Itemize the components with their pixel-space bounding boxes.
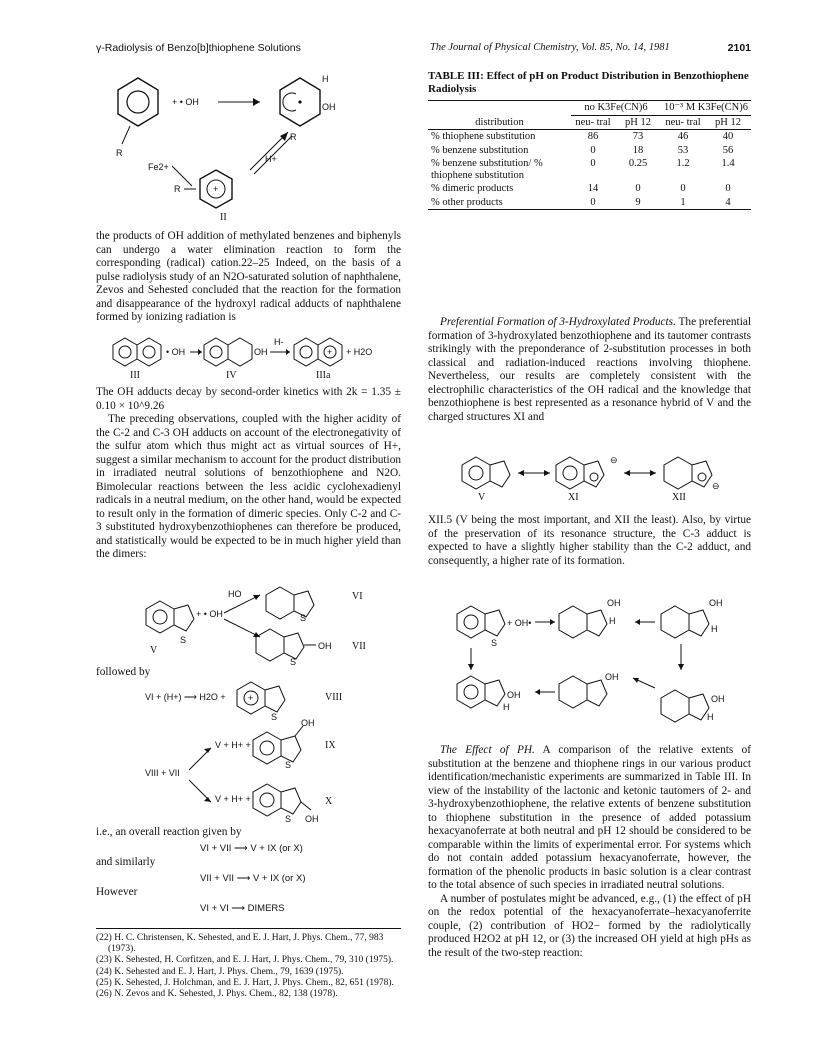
scheme-5-bottom-eq: V + H+ + bbox=[215, 794, 251, 804]
table-row: % benzene substitution/ % thiophene substitution 0 0.25 1.2 1.4 bbox=[431, 158, 735, 181]
sulfur-label-7a: S bbox=[491, 638, 498, 648]
scheme-4-water-elimination bbox=[145, 680, 375, 720]
table-iii bbox=[428, 70, 751, 210]
footnote-references bbox=[96, 928, 401, 1000]
oh-reagent-7: + OH• bbox=[507, 618, 532, 628]
ho-label: HO bbox=[228, 589, 242, 599]
fe-label: Fe2+ bbox=[148, 162, 169, 172]
oh-group-2: OH bbox=[254, 347, 268, 357]
h-label: H bbox=[322, 74, 329, 84]
sulfur-label-5b: S bbox=[285, 814, 292, 824]
right-paragraph-2: XII.5 (V being the most important, and XII the least). Also, by virtue of the preservation of its resonance structure, the C-3 adduct is expected to have a slightly higher stability than the C-2 adduct, and consequently, a higher rate of its formation. bbox=[428, 514, 751, 567]
scheme-2-naphthalene bbox=[110, 336, 400, 376]
h2o-label: + H2O bbox=[346, 347, 373, 357]
sulfur-label-5a: S bbox=[285, 760, 292, 770]
scheme-7-mechanism bbox=[455, 598, 755, 738]
oh-reagent-2: • OH bbox=[166, 347, 186, 357]
label-vii: VII bbox=[352, 641, 366, 652]
plus-sign-4: + bbox=[248, 693, 254, 703]
h-label-7a: H bbox=[609, 616, 616, 626]
oh-label-7c: OH bbox=[507, 690, 521, 700]
oh-label-7d: OH bbox=[605, 672, 619, 682]
label-x: X bbox=[325, 796, 333, 807]
label-v-2: V bbox=[478, 492, 486, 503]
scheme-5-top-eq: V + H+ + bbox=[215, 740, 251, 750]
equation-2: VII + VII ⟶ V + IX (or X) bbox=[200, 873, 306, 884]
reference-24: (24) K. Sehested and E. J. Hart, J. Phys. Chem., 79, 1639 (1975). bbox=[96, 966, 344, 977]
r-group-label-2: R bbox=[290, 132, 297, 142]
similarly-text: and similarly bbox=[96, 856, 156, 868]
sulfur-label-3: S bbox=[290, 657, 297, 667]
label-ii: II bbox=[220, 212, 227, 223]
sulfur-label-2: S bbox=[300, 613, 307, 623]
scheme-5-products bbox=[145, 718, 375, 828]
section-heading-ph: The Effect of PH. bbox=[440, 744, 535, 756]
h-label-7b: H bbox=[711, 624, 718, 634]
table-row: % thiophene substitution 86 73 46 40 bbox=[428, 130, 751, 144]
equation-3: VI + VI ⟶ DIMERS bbox=[200, 903, 285, 914]
oh-label-3: OH bbox=[318, 641, 332, 651]
followed-by-text: followed by bbox=[96, 666, 151, 678]
h-minus-label: H- bbox=[274, 337, 284, 347]
oh-reagent-3: + • OH bbox=[196, 609, 223, 619]
reference-22: (22) H. C. Christensen, K. Sehested, and E. J. Hart, J. Phys. Chem., 77, 983 (1973). bbox=[96, 933, 384, 955]
scheme-3-benzothiophene-oh bbox=[140, 585, 430, 665]
journal-citation: The Journal of Physical Chemistry, Vol. 85, No. 14, 1981 bbox=[430, 42, 670, 53]
equation-1: VI + VII ⟶ V + IX (or X) bbox=[200, 843, 303, 854]
table-title: TABLE III: Effect of pH on Product Distribution in Benzothiophene Radiolysis bbox=[428, 70, 749, 95]
reference-26: (26) N. Zevos and K. Sehested, J. Phys. Chem., 82, 138 (1978). bbox=[96, 989, 338, 1000]
header-group-no-ferricyanide: no K3Fe(CN)6 bbox=[571, 101, 661, 116]
oh-label-7b: OH bbox=[709, 598, 723, 608]
oh-reagent-label: + • OH bbox=[172, 97, 199, 107]
scheme-5-reactants: VIII + VII bbox=[145, 768, 180, 778]
running-header-left: γ-Radiolysis of Benzo[b]thiophene Solutions bbox=[96, 42, 301, 54]
h-plus-label: H+ bbox=[265, 154, 277, 164]
plus-sign-2: + bbox=[327, 347, 333, 357]
label-xi: XI bbox=[568, 492, 579, 503]
r-group-label-1: R bbox=[116, 148, 123, 158]
left-paragraph-2-3: The OH adducts decay by second-order kinetics with 2k = 1.35 ± 0.10 × 10^9.26 The preceding observations, coupled with the higher acidity of the C-2 and C-3 OH adducts on account of the electronegativity of the sulfur atom which thus might act as virtual sources of H+, suggest a similar mechanism to account for the product distribution in irradiated neutral solutions of benzothiophene and N2O. Bimolecular reactions between the less acidic cyclohexadienyl radicals in a neutral medium, on the other hand, would be expected to result only in the formation of dimeric species. Only C-2 and C-3 substituted hydroxybenzothiophenes can therefore be produced, and statistically would be expected to be in much higher yield than the dimers: bbox=[96, 386, 401, 560]
h-label-7e: H bbox=[707, 712, 714, 722]
sulfur-label-1: S bbox=[180, 635, 187, 645]
product-distribution-table bbox=[428, 100, 751, 210]
reference-23: (23) K. Sehested, H. Corfitzen, and E. J. Hart, J. Phys. Chem., 79, 310 (1975). bbox=[96, 955, 394, 966]
header-distribution: distribution bbox=[475, 116, 524, 128]
minus-sign-1: ⊖ bbox=[610, 455, 618, 465]
h-label-7c: H bbox=[503, 702, 510, 712]
right-paragraph-1: Preferential Formation of 3-Hydroxylated Products. The preferential formation of 3-hydroxylated benzothiophene and its tautomer contrasts strikingly with the preponderance of 2-substitution processes in both classical and radiation-induced reactions involving thiophene. Nevertheless, our results are completely consistent with the electrophilic characteristics of the OH radical and the knowledge that benzothiophene is best represented as a resonance hybrid of V and the charged structures XI and bbox=[428, 316, 751, 423]
oh-label-7a: OH bbox=[607, 598, 621, 608]
label-iiia: IIIa bbox=[316, 370, 331, 381]
section-heading-preferential: Preferential Formation of 3-Hydroxylated Products. bbox=[440, 316, 676, 328]
header-ph12-2: pH 12 bbox=[715, 116, 741, 128]
label-viii: VIII bbox=[325, 692, 343, 703]
left-paragraph-1: the products of OH addition of methylated benzenes and biphenyls can undergo a water elimination reaction to form the corresponding (radical) cation.22–25 Indeed, on the basis of a pulse radiolysis study of an N2O-saturated solution of naphthalene, Zevos and Sehested concluded that the reaction for the formation and disappearance of the hydroxyl radical adducts of naphthalene formed by ionizing radiation is bbox=[96, 230, 401, 323]
scheme-1-oh-addition bbox=[110, 70, 410, 223]
page-number: 2101 bbox=[727, 42, 751, 54]
header-neutral-2: neu- tral bbox=[665, 116, 701, 128]
label-iv: IV bbox=[226, 370, 237, 381]
label-xii: XII bbox=[672, 492, 686, 503]
label-vi: VI bbox=[352, 591, 363, 602]
header-ph12-1: pH 12 bbox=[625, 116, 651, 128]
scheme-6-resonance-structures bbox=[460, 455, 760, 505]
label-v-1: V bbox=[150, 645, 158, 656]
running-header-right bbox=[430, 42, 751, 53]
reference-25: (25) K. Sehested, J. Holchman, and E. J. Hart, J. Phys. Chem., 82, 651 (1978). bbox=[96, 977, 394, 988]
table-row: % other products 0 9 1 4 bbox=[428, 196, 751, 210]
oh-label-5b: OH bbox=[305, 814, 319, 824]
header-group-ferricyanide: 10⁻³ M K3Fe(CN)6 bbox=[661, 101, 751, 116]
label-iii: III bbox=[130, 370, 140, 381]
label-ix: IX bbox=[325, 740, 336, 751]
table-row: % dimeric products 14 0 0 0 bbox=[431, 183, 731, 194]
header-neutral-1: neu- tral bbox=[575, 116, 611, 128]
oh-label: OH bbox=[322, 102, 336, 112]
oh-label-5a: OH bbox=[301, 718, 315, 728]
oh-label-7e: OH bbox=[711, 694, 725, 704]
however-text: However bbox=[96, 886, 138, 898]
plus-sign: + bbox=[213, 184, 219, 194]
right-paragraph-3-4: The Effect of PH. A comparison of the relative extents of substitution at the benzene and thiophene rings in our various product identification/mechanistic experiments are summarized in Table III. In view of the instability of the lactonic and ketonic tautomers of 2- and 3-hydroxybenzothiophene, the relative extents of benzene substitution to thiophene substitution in the presence of added potassium hexacyanoferrate at both neutral and pH 12 should be considered to be comparable within the limits of experimental error. For systems which do not contain added potassium hexacyanoferrate, however, the formation of the phenolic products in basic solution is a clear contrast to the total absence of such species in irradiated neutral solutions. A number of postulates might be advanced, e.g., (1) the effect of pH on the redox potential of the hexacyanoferrate–hexacyanoferrite couple, (2) contribution of HO2− formed by the radiolytically produced H2O2 at pH 12, or (3) the increased OH yield at high pHs as the result of the two-step reaction: bbox=[428, 744, 751, 959]
sulfur-label-4: S bbox=[271, 712, 278, 722]
ie-text: i.e., an overall reaction given by bbox=[96, 826, 242, 838]
scheme-4-equation: VI + (H+) ⟶ H2O + bbox=[145, 692, 226, 702]
table-row: % benzene substitution 0 18 53 56 bbox=[431, 144, 734, 156]
minus-sign-2: ⊖ bbox=[712, 481, 720, 491]
r-group-label-3: R bbox=[174, 184, 181, 194]
